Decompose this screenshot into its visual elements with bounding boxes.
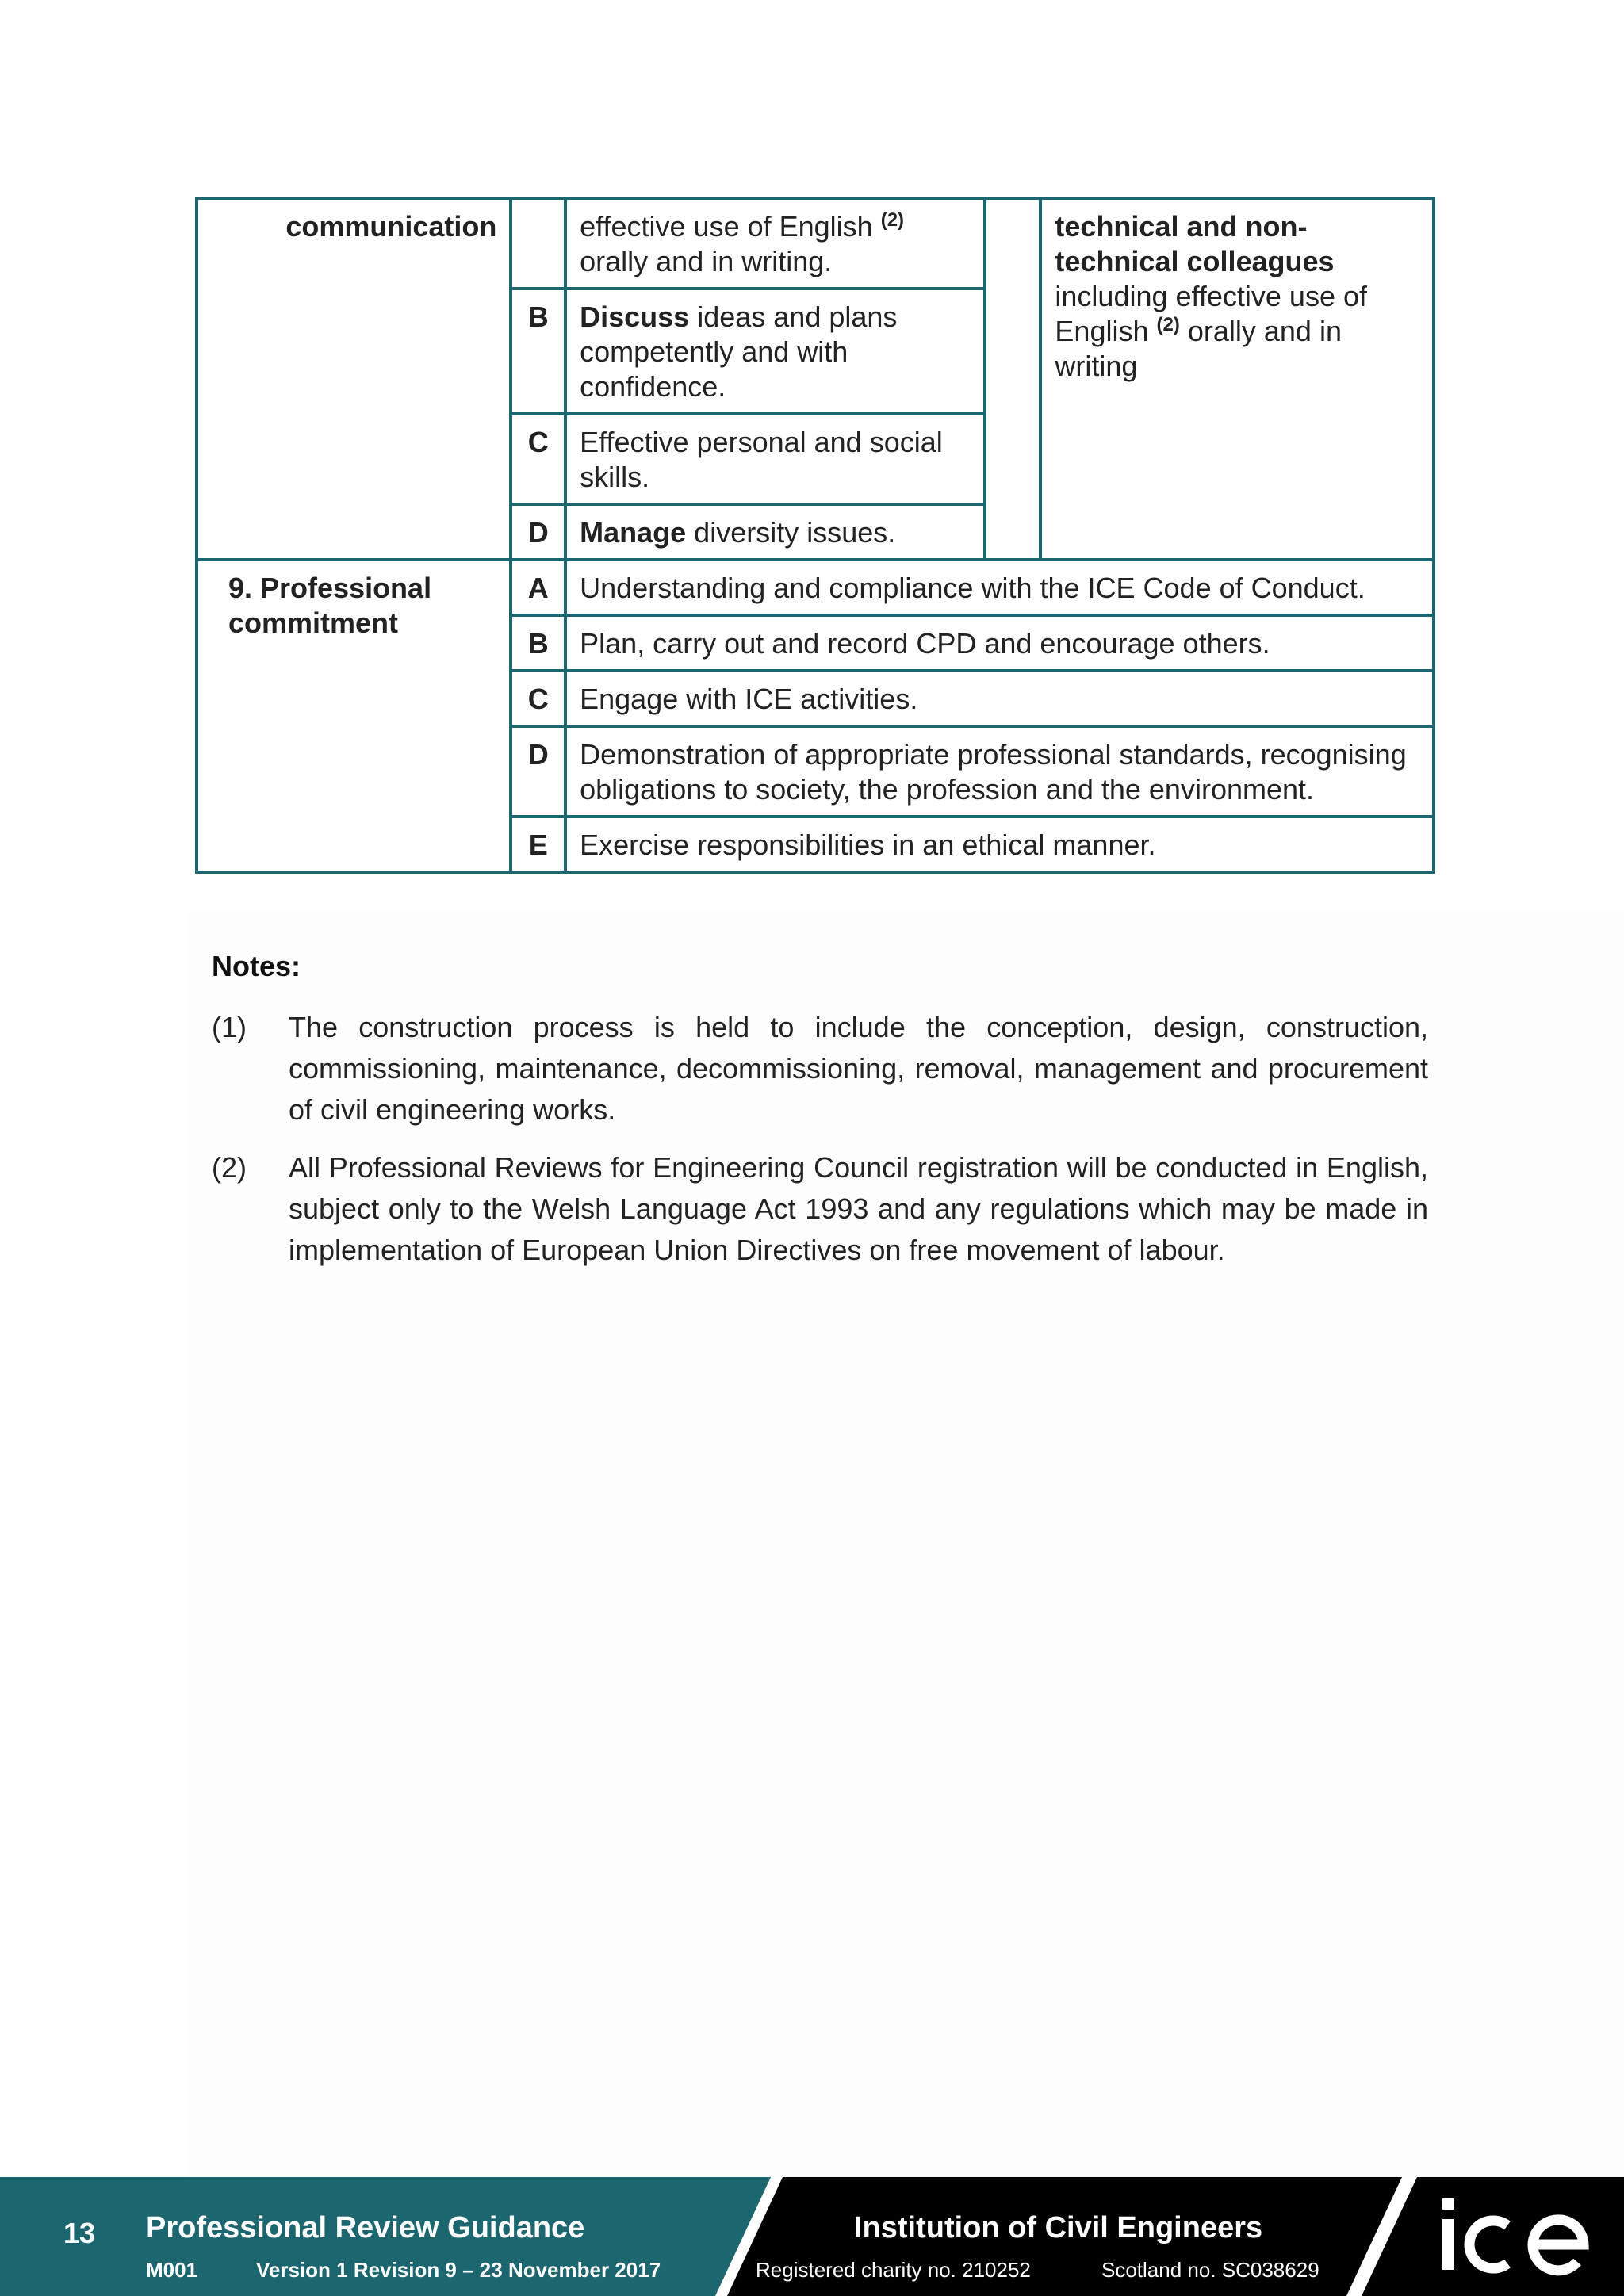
letter-cell: C — [511, 414, 565, 504]
footer-document-code: M001 — [146, 2258, 198, 2282]
footer-scotland-number: Scotland no. SC038629 — [1101, 2258, 1320, 2282]
competence-table — [195, 197, 1435, 874]
note-reference: (2) — [1156, 314, 1180, 335]
note-text: All Professional Reviews for Engineering Council registration will be conducted in English, subject only to the Welsh Language Act 1993 and any regulations which may be made in implementation of European Union Directives on free movement of labour. — [289, 1151, 1428, 1266]
category-title: Professional commitment — [228, 572, 432, 639]
table-row — [197, 198, 1434, 289]
note-item — [212, 1147, 1428, 1271]
footer-divider-stripe — [1346, 2177, 1417, 2296]
footer-document-title: Professional Review Guidance — [146, 2211, 585, 2244]
table-row — [197, 560, 1434, 615]
letter-cell: A — [511, 560, 565, 615]
page-number: 13 — [63, 2217, 96, 2249]
letter-cell-empty — [511, 198, 565, 289]
letter-cell: C — [511, 671, 565, 726]
note-number: (2) — [212, 1151, 247, 1184]
outcome-cell — [1040, 198, 1434, 560]
category-number: 9. — [228, 572, 253, 604]
footer-version: Version 1 Revision 9 – 23 November 2017 — [256, 2258, 661, 2282]
description-cell — [565, 198, 985, 289]
description-text: diversity issues. — [686, 516, 896, 549]
footer-charity-number: Registered charity no. 210252 — [756, 2258, 1031, 2282]
note-item — [212, 1007, 1428, 1131]
outcome-text: orally and in writing — [1055, 315, 1342, 382]
description-text: orally and in writing. — [580, 245, 833, 277]
letter-cell: B — [511, 289, 565, 414]
description-cell: Exercise responsibilities in an ethical manner. — [565, 817, 1434, 872]
outcome-bold-text: technical and non-technical colleagues — [1055, 210, 1335, 277]
ice-logo-icon — [1431, 2191, 1590, 2278]
note-number: (1) — [212, 1011, 247, 1043]
description-bold: Discuss — [580, 300, 690, 333]
blank-cell — [985, 198, 1041, 560]
description-cell — [565, 504, 985, 560]
letter-cell: B — [511, 615, 565, 671]
description-cell: Engage with ICE activities. — [565, 671, 1434, 726]
note-reference: (2) — [880, 209, 905, 231]
note-text: The construction process is held to include the conception, design, construction, commissioning, maintenance, decommissioning, removal, management and procurement of civil engineering works. — [289, 1011, 1428, 1126]
outcome-text: including effective use of English — [1055, 280, 1367, 347]
letter-cell: D — [511, 504, 565, 560]
category-professional-commitment — [197, 560, 511, 872]
letter-cell: D — [511, 726, 565, 817]
description-cell: Demonstration of appropriate professional standards, recognising obligations to society, the profession and the environment. — [565, 726, 1434, 817]
description-cell: Understanding and compliance with the ICE Code of Conduct. — [565, 560, 1434, 615]
description-text: effective use of English — [580, 210, 873, 243]
description-cell — [565, 289, 985, 414]
description-bold: Manage — [580, 516, 687, 549]
description-cell: Plan, carry out and record CPD and encourage others. — [565, 615, 1434, 671]
description-text: ideas and plans competently and with confidence. — [580, 300, 898, 403]
letter-cell: E — [511, 817, 565, 872]
category-communication: communication — [197, 198, 511, 560]
footer-institution: Institution of Civil Engineers — [854, 2211, 1263, 2244]
page-left-margin — [0, 0, 187, 2177]
notes-heading: Notes: — [212, 950, 301, 982]
description-cell: Effective personal and social skills. — [565, 414, 985, 504]
